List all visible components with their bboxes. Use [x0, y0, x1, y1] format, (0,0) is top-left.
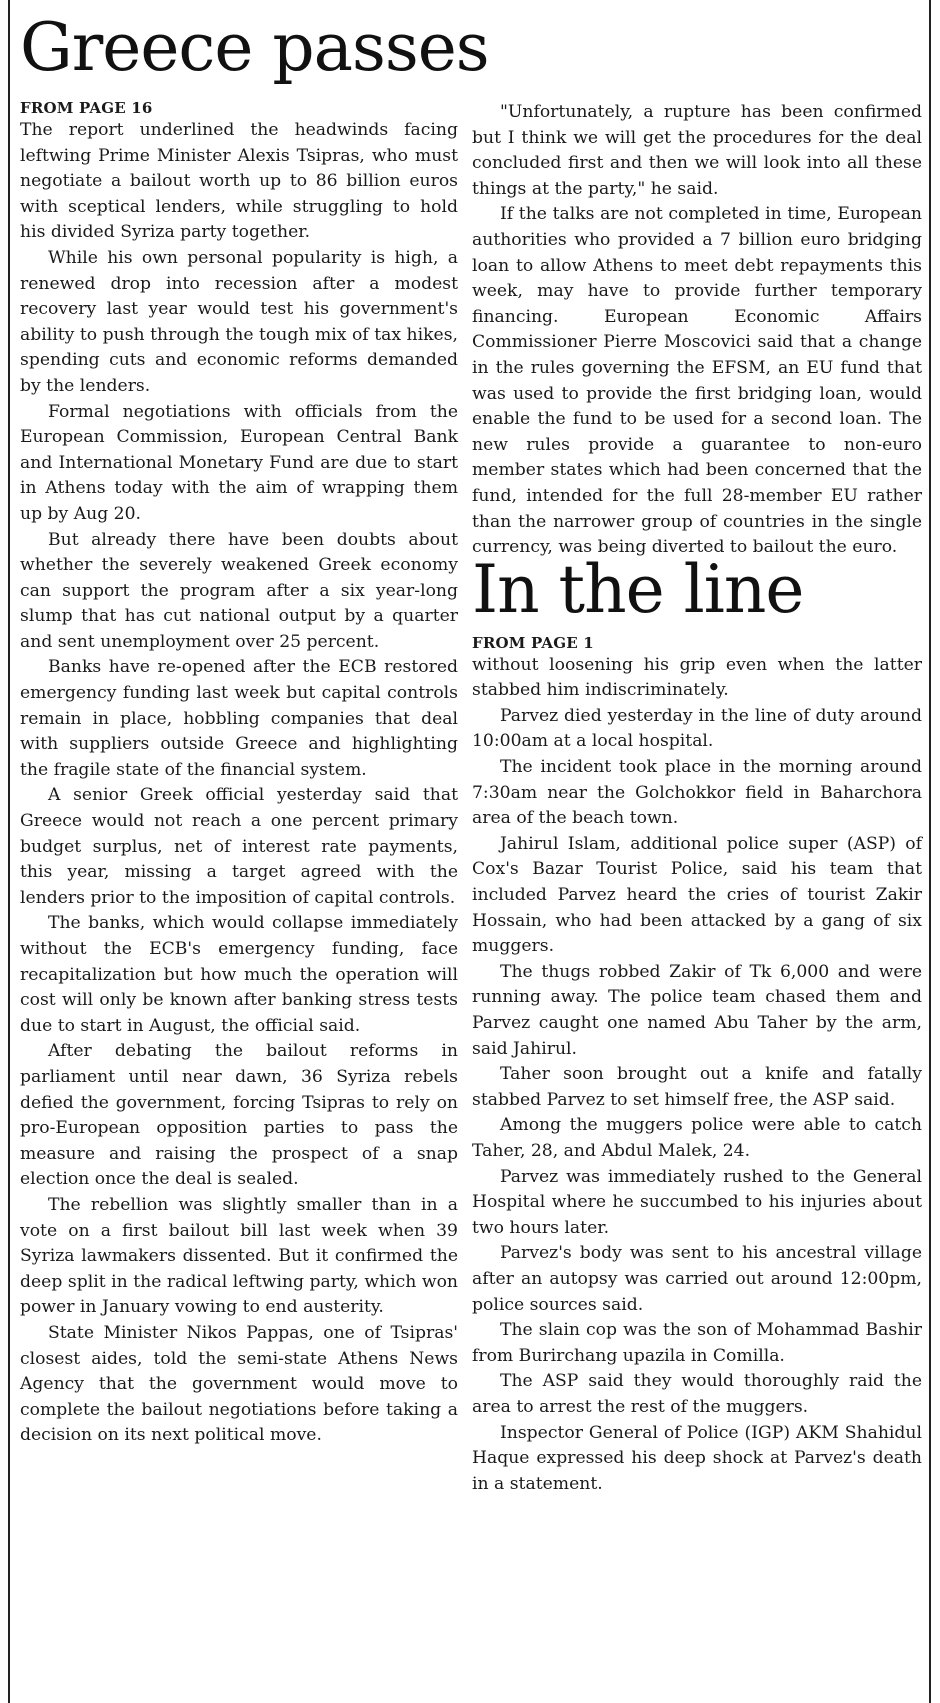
greece-dateline: FROM PAGE 16	[20, 99, 153, 117]
line-paragraph-2: Parvez died yesterday in the line of duty around 10:00am at a local hospital.	[472, 705, 922, 752]
greece-paragraph-10: State Minister Nikos Pappas, one of Tsipras' closest aides, told the semi-state Athens News Agency that the government would move to complete the bailout negotiations before taking a decision on its next political move.	[20, 1322, 458, 1446]
line-paragraph-11: The ASP said they would thoroughly raid the area to arrest the rest of the muggers.	[472, 1371, 922, 1417]
line-paragraph-8: Parvez was immediately rushed to the General Hospital where he succumbed to his injuries about two hours later.	[472, 1166, 922, 1238]
greece-paragraph-5: Banks have re-opened after the ECB restored emergency funding last week but capital controls remain in place, hobbling companies that deal with suppliers outside Greece and highlighting the fragile state of the financial system.	[20, 657, 458, 780]
greece-paragraph-12: If the talks are not completed in time, European authorities who provided a 7 billion euro bridging loan to allow Athens to meet debt repayments this week, may have to provide further temporary financing. European Economic Affairs Commissioner Pierre Moscovici said that a change in the rules governing the EFSM, an EU fund that was used to provide the first bridging loan, would enable the fund to be used for a second loan. The new rules provide a guarantee to non-euro member states which had been concerned that the fund, intended for the full 28-member EU rather than the narrower group of countries in the single currency, was being diverted to bailout the euro.	[472, 204, 922, 558]
greece-paragraph-6: A senior Greek official yesterday said that Greece would not reach a one percent primary budget surplus, net of interest rate payments, this year, missing a target agreed with the lenders prior to the imposition of capital controls.	[20, 785, 458, 908]
line-paragraph-1: without loosening his grip even when the latter stabbed him indiscriminately.	[472, 654, 922, 701]
greece-headline: Greece passes	[20, 9, 489, 86]
right-column-top-spacer	[472, 0, 922, 100]
line-paragraph-3: The incident took place in the morning around 7:30am near the Golchokkor field in Baharchora area of the beach town.	[472, 757, 922, 829]
line-dateline: FROM PAGE 1	[472, 633, 594, 652]
line-headline: In the line	[472, 550, 804, 628]
left-column	[20, 0, 489, 1449]
line-paragraph-4: Jahirul Islam, additional police super (ASP) of Cox's Bazar Tourist Police, said his team that included Parvez heard the cries of tourist Zakir Hossain, who had been attacked by a gang of six muggers.	[472, 833, 922, 957]
greece-paragraph-2: While his own personal popularity is high, a renewed drop into recession after a modest recovery last year would test his government's ability to push through the tough mix of tax hikes, spending cuts and economic reforms demanded by the lenders.	[20, 247, 458, 396]
right-column	[472, 0, 922, 1497]
greece-paragraph-1: The report underlined the headwinds facing leftwing Prime Minister Alexis Tsipras, who must negotiate a bailout worth up to 86 billion euros with sceptical lenders, while struggling to hold his divided Syriza party together.	[20, 120, 458, 243]
line-paragraph-5: The thugs robbed Zakir of Tk 6,000 and were running away. The police team chased them and Parvez caught one named Abu Taher by the arm, said Jahirul.	[472, 961, 922, 1059]
greece-paragraph-3: Formal negotiations with officials from the European Commission, European Central Bank and International Monetary Fund are due to start in Athens today with the aim of wrapping them up by Aug 20.	[20, 401, 458, 524]
line-paragraph-6: Taher soon brought out a knife and fatally stabbed Parvez to set himself free, the ASP said.	[472, 1064, 922, 1110]
greece-paragraph-8: After debating the bailout reforms in parliament until near dawn, 36 Syriza rebels defied the government, forcing Tsipras to rely on pro-European opposition parties to pass the measure and raising the prospect of a snap election once the deal is sealed.	[20, 1041, 458, 1190]
line-paragraph-7: Among the muggers police were able to catch Taher, 28, and Abdul Malek, 24.	[472, 1115, 922, 1161]
line-paragraph-12: Inspector General of Police (IGP) AKM Shahidul Haque expressed his deep shock at Parvez's death in a statement.	[472, 1422, 922, 1494]
column-rule-left	[8, 0, 10, 1703]
line-paragraph-9: Parvez's body was sent to his ancestral village after an autopsy was carried out around 12:00pm, police sources said.	[472, 1243, 922, 1315]
greece-paragraph-4: But already there have been doubts about whether the severely weakened Greek economy can support the program after a six year-long slump that has cut national output by a quarter and sent unemployment over 25 percent.	[20, 529, 458, 652]
column-rule-right	[929, 0, 931, 1703]
line-paragraph-10: The slain cop was the son of Mohammad Bashir from Burirchang upazila in Comilla.	[472, 1320, 922, 1366]
greece-paragraph-7: The banks, which would collapse immediately without the ECB's emergency funding, face recapitalization but how much the operation will cost will only be known after banking stress tests due to start in August, the official said.	[20, 913, 458, 1036]
greece-paragraph-11: "Unfortunately, a rupture has been confirmed but I think we will get the procedures for the deal concluded first and then we will look into all these things at the party," he said.	[472, 102, 922, 199]
greece-paragraph-9: The rebellion was slightly smaller than in a vote on a first bailout bill last week when 39 Syriza lawmakers dissented. But it confirmed the deep split in the radical leftwing party, which won power in January vowing to end austerity.	[20, 1194, 458, 1318]
